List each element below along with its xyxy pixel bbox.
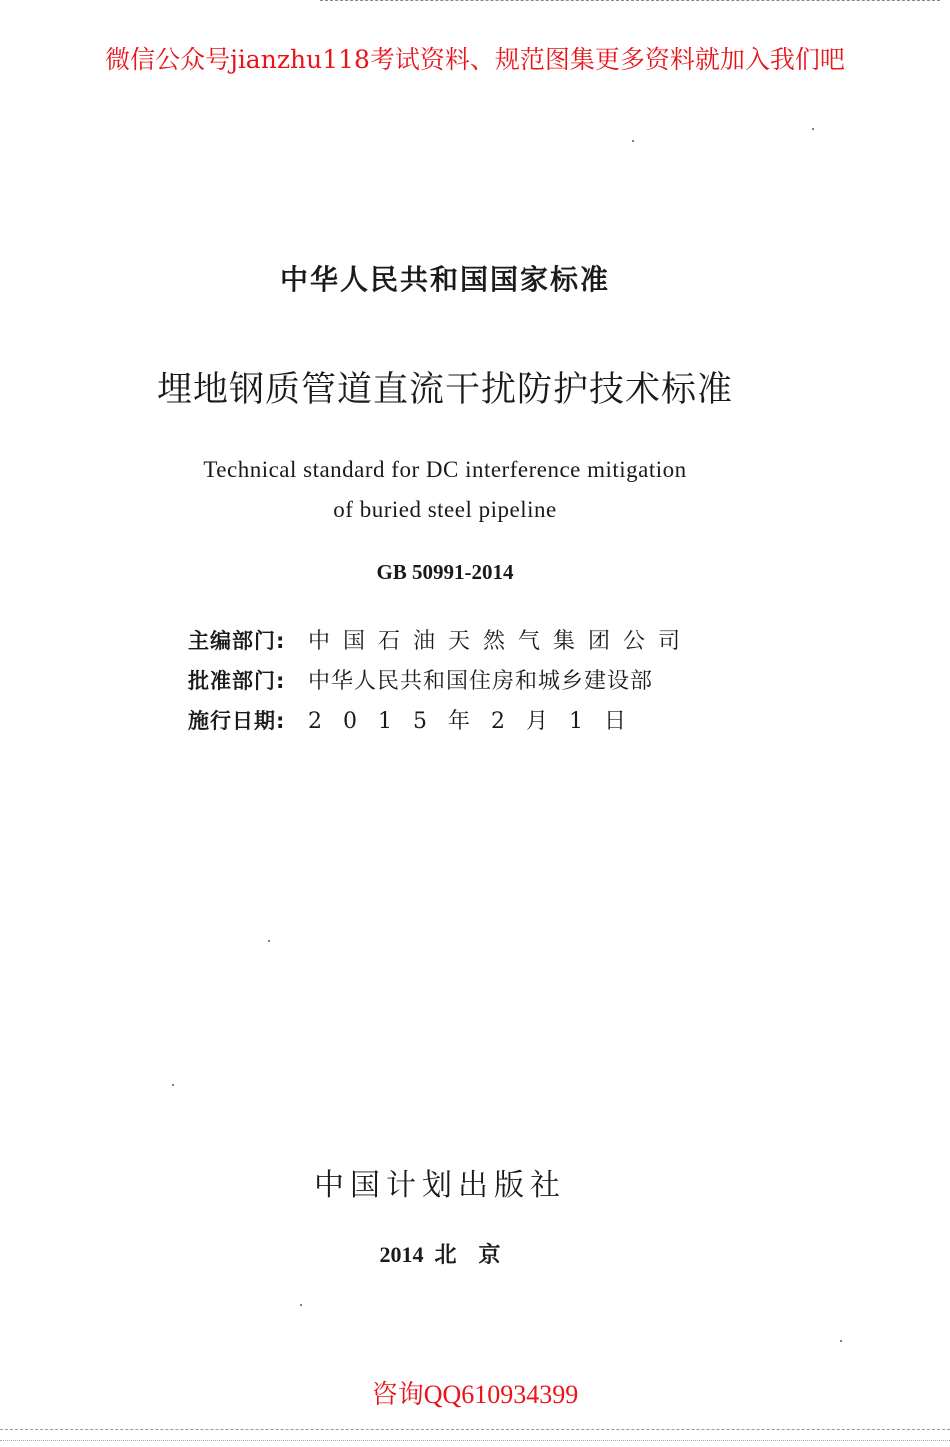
- standard-code: GB 50991-2014: [376, 560, 514, 584]
- effective-date-value: 2015年2月1日: [308, 709, 647, 734]
- standard-title-chinese: 埋地钢质管道直流干扰防护技术标准: [156, 370, 733, 410]
- publish-year-place: 2014 北 京: [379, 1242, 501, 1267]
- national-standard-heading: 中华人民共和国国家标准: [279, 263, 610, 296]
- standard-metadata: [188, 624, 708, 744]
- scan-edge-bottom: [0, 1429, 950, 1441]
- effective-date-row: [188, 704, 708, 744]
- scan-speck: [840, 1340, 842, 1342]
- standard-title-english: [0, 450, 890, 530]
- editor-value: 中国石油天然气集团公司: [308, 629, 694, 654]
- title-en-line2: of buried steel pipeline: [333, 497, 557, 522]
- editor-label: 主编部门:: [188, 629, 286, 653]
- scan-edge-top: [320, 0, 940, 4]
- scan-speck: [172, 1084, 174, 1086]
- editor-row: [188, 624, 708, 664]
- publisher-name: 中国计划出版社: [314, 1168, 566, 1203]
- watermark-bottom: 咨询QQ610934399: [371, 1380, 579, 1409]
- title-en-line1: Technical standard for DC interference mitigation: [203, 457, 687, 482]
- approver-value: 中华人民共和国住房和城乡建设部: [308, 669, 654, 694]
- effective-date-label: 施行日期:: [188, 709, 286, 733]
- scan-speck: [300, 1304, 302, 1306]
- watermark-top: 微信公众号jianzhu118考试资料、规范图集更多资料就加入我们吧: [105, 45, 845, 74]
- scan-speck: [632, 140, 634, 142]
- approver-label: 批准部门:: [188, 669, 286, 693]
- scan-speck: [268, 940, 270, 942]
- approver-row: [188, 664, 708, 704]
- scan-speck: [812, 128, 814, 130]
